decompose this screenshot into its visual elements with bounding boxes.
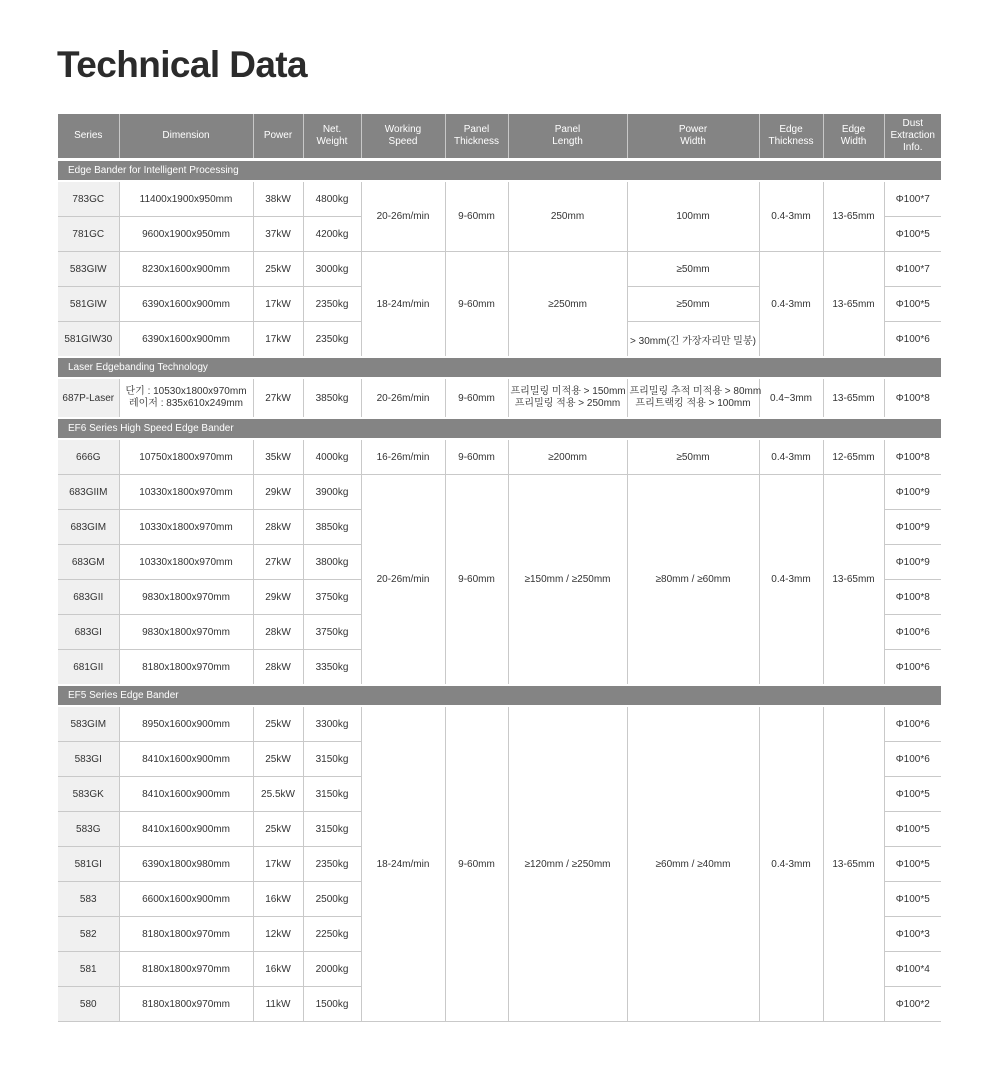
series-cell: 581: [58, 952, 119, 987]
section-title: Edge Bander for Intelligent Processing: [58, 160, 941, 182]
dust-extraction-cell: Φ100*2: [884, 987, 941, 1022]
power-width-cell: ≥50mm: [627, 287, 759, 322]
dimension-cell: 6390x1800x980mm: [119, 847, 253, 882]
panel-length-cell: ≥120mm / ≥250mm: [508, 706, 627, 1022]
dimension-cell: 8410x1600x900mm: [119, 777, 253, 812]
dimension-cell: 8180x1800x970mm: [119, 952, 253, 987]
working-speed-cell: 16-26m/min: [361, 439, 445, 475]
dimension-cell: 8180x1800x970mm: [119, 917, 253, 952]
series-cell: 583GIW: [58, 252, 119, 287]
series-cell: 683GIM: [58, 510, 119, 545]
power-cell: 17kW: [253, 847, 303, 882]
column-header-panel-length: Panel Length: [508, 114, 627, 160]
column-header-panel-thickness: Panel Thickness: [445, 114, 508, 160]
table-row: [58, 475, 941, 510]
weight-cell: 1500kg: [303, 987, 361, 1022]
weight-cell: 3150kg: [303, 812, 361, 847]
section-header-row: [58, 418, 941, 439]
weight-cell: 3150kg: [303, 742, 361, 777]
series-cell: 781GC: [58, 217, 119, 252]
series-cell: 681GII: [58, 650, 119, 686]
power-cell: 38kW: [253, 181, 303, 217]
dimension-cell: 10330x1800x970mm: [119, 510, 253, 545]
dust-extraction-cell: Φ100*6: [884, 742, 941, 777]
working-speed-cell: 18-24m/min: [361, 252, 445, 358]
section-title: EF6 Series High Speed Edge Bander: [58, 418, 941, 439]
power-cell: 27kW: [253, 378, 303, 418]
weight-cell: 3150kg: [303, 777, 361, 812]
dimension-cell: 9830x1800x970mm: [119, 580, 253, 615]
power-cell: 25kW: [253, 812, 303, 847]
power-width-cell: ≥50mm: [627, 439, 759, 475]
dimension-cell: 10750x1800x970mm: [119, 439, 253, 475]
dimension-cell: 8410x1600x900mm: [119, 812, 253, 847]
dimension-cell: 단기 : 10530x1800x970mm 레이저 : 835x610x249mm: [119, 378, 253, 418]
weight-cell: 2350kg: [303, 847, 361, 882]
weight-cell: 3800kg: [303, 545, 361, 580]
power-width-cell: 100mm: [627, 181, 759, 252]
power-cell: 25kW: [253, 252, 303, 287]
section-title: Laser Edgebanding Technology: [58, 357, 941, 378]
panel-thickness-cell: 9-60mm: [445, 252, 508, 358]
edge-thickness-cell: 0.4-3mm: [759, 439, 823, 475]
panel-thickness-cell: 9-60mm: [445, 181, 508, 252]
power-cell: 28kW: [253, 650, 303, 686]
column-header-working-speed: Working Speed: [361, 114, 445, 160]
edge-width-cell: 13-65mm: [823, 252, 884, 358]
edge-thickness-cell: 0.4-3mm: [759, 181, 823, 252]
column-header-edge-width: Edge Width: [823, 114, 884, 160]
dust-extraction-cell: Φ100*5: [884, 287, 941, 322]
column-header-power: Power: [253, 114, 303, 160]
dimension-cell: 9600x1900x950mm: [119, 217, 253, 252]
weight-cell: 2250kg: [303, 917, 361, 952]
table-row: [58, 252, 941, 287]
dimension-cell: 10330x1800x970mm: [119, 545, 253, 580]
power-width-cell: ≥50mm: [627, 252, 759, 287]
dust-extraction-cell: Φ100*8: [884, 439, 941, 475]
series-cell: 580: [58, 987, 119, 1022]
dimension-cell: 6390x1600x900mm: [119, 287, 253, 322]
power-cell: 17kW: [253, 322, 303, 358]
table-row: [58, 706, 941, 742]
table-row: [58, 181, 941, 217]
weight-cell: 3850kg: [303, 510, 361, 545]
dimension-cell: 8180x1800x970mm: [119, 650, 253, 686]
series-cell: 783GC: [58, 181, 119, 217]
dimension-cell: 6390x1600x900mm: [119, 322, 253, 358]
dust-extraction-cell: Φ100*5: [884, 847, 941, 882]
page-title: Technical Data: [57, 44, 308, 85]
power-cell: 37kW: [253, 217, 303, 252]
weight-cell: 4200kg: [303, 217, 361, 252]
dimension-cell: 10330x1800x970mm: [119, 475, 253, 510]
dust-extraction-cell: Φ100*9: [884, 510, 941, 545]
dust-extraction-cell: Φ100*5: [884, 217, 941, 252]
power-cell: 27kW: [253, 545, 303, 580]
power-cell: 16kW: [253, 952, 303, 987]
power-cell: 25kW: [253, 706, 303, 742]
power-cell: 25.5kW: [253, 777, 303, 812]
series-cell: 581GI: [58, 847, 119, 882]
table-row: [58, 439, 941, 475]
dust-extraction-cell: Φ100*8: [884, 378, 941, 418]
power-cell: 11kW: [253, 987, 303, 1022]
series-cell: 683GIIM: [58, 475, 119, 510]
power-cell: 29kW: [253, 580, 303, 615]
dust-extraction-cell: Φ100*6: [884, 615, 941, 650]
series-cell: 683GM: [58, 545, 119, 580]
dust-extraction-cell: Φ100*4: [884, 952, 941, 987]
panel-thickness-cell: 9-60mm: [445, 439, 508, 475]
edge-width-cell: 12-65mm: [823, 439, 884, 475]
panel-thickness-cell: 9-60mm: [445, 378, 508, 418]
column-header-net-weight: Net. Weight: [303, 114, 361, 160]
dimension-cell: 8950x1600x900mm: [119, 706, 253, 742]
weight-cell: 3750kg: [303, 580, 361, 615]
column-header-dimension: Dimension: [119, 114, 253, 160]
weight-cell: 2000kg: [303, 952, 361, 987]
edge-thickness-cell: 0.4-3mm: [759, 706, 823, 1022]
working-speed-cell: 20-26m/min: [361, 181, 445, 252]
dust-extraction-cell: Φ100*3: [884, 917, 941, 952]
panel-thickness-cell: 9-60mm: [445, 706, 508, 1022]
series-cell: 666G: [58, 439, 119, 475]
header-row: [58, 114, 941, 160]
dust-extraction-cell: Φ100*9: [884, 545, 941, 580]
technical-data-table: [58, 114, 941, 1022]
power-cell: 25kW: [253, 742, 303, 777]
table-body: [58, 160, 941, 1022]
edge-width-cell: 13-65mm: [823, 706, 884, 1022]
panel-length-cell: 프리밀링 미적용 > 150mm 프리밀링 적용 > 250mm: [508, 378, 627, 418]
weight-cell: 2350kg: [303, 287, 361, 322]
dimension-cell: 8180x1800x970mm: [119, 987, 253, 1022]
section-title: EF5 Series Edge Bander: [58, 685, 941, 706]
edge-width-cell: 13-65mm: [823, 181, 884, 252]
dust-extraction-cell: Φ100*6: [884, 706, 941, 742]
dimension-cell: 11400x1900x950mm: [119, 181, 253, 217]
working-speed-cell: 20-26m/min: [361, 378, 445, 418]
weight-cell: 3300kg: [303, 706, 361, 742]
dust-extraction-cell: Φ100*6: [884, 322, 941, 358]
weight-cell: 3850kg: [303, 378, 361, 418]
section-header-row: [58, 357, 941, 378]
working-speed-cell: 18-24m/min: [361, 706, 445, 1022]
series-cell: 583GK: [58, 777, 119, 812]
panel-length-cell: ≥200mm: [508, 439, 627, 475]
power-cell: 16kW: [253, 882, 303, 917]
weight-cell: 3350kg: [303, 650, 361, 686]
power-width-cell: ≥60mm / ≥40mm: [627, 706, 759, 1022]
dust-extraction-cell: Φ100*5: [884, 882, 941, 917]
series-cell: 687P-Laser: [58, 378, 119, 418]
series-cell: 583GIM: [58, 706, 119, 742]
dimension-cell: 8230x1600x900mm: [119, 252, 253, 287]
dust-extraction-cell: Φ100*9: [884, 475, 941, 510]
series-cell: 683GI: [58, 615, 119, 650]
series-cell: 583GI: [58, 742, 119, 777]
panel-length-cell: ≥250mm: [508, 252, 627, 358]
power-cell: 29kW: [253, 475, 303, 510]
weight-cell: 3000kg: [303, 252, 361, 287]
edge-thickness-cell: 0.4-3mm: [759, 252, 823, 358]
edge-width-cell: 13-65mm: [823, 378, 884, 418]
dimension-cell: 6600x1600x900mm: [119, 882, 253, 917]
power-cell: 28kW: [253, 615, 303, 650]
panel-length-cell: 250mm: [508, 181, 627, 252]
weight-cell: 3750kg: [303, 615, 361, 650]
weight-cell: 3900kg: [303, 475, 361, 510]
weight-cell: 4800kg: [303, 181, 361, 217]
weight-cell: 4000kg: [303, 439, 361, 475]
power-width-cell: ≥80mm / ≥60mm: [627, 475, 759, 686]
dimension-cell: 8410x1600x900mm: [119, 742, 253, 777]
series-cell: 583G: [58, 812, 119, 847]
power-cell: 17kW: [253, 287, 303, 322]
column-header-edge-thickness: Edge Thickness: [759, 114, 823, 160]
section-header-row: [58, 160, 941, 182]
section-header-row: [58, 685, 941, 706]
power-cell: 12kW: [253, 917, 303, 952]
dimension-cell: 9830x1800x970mm: [119, 615, 253, 650]
edge-width-cell: 13-65mm: [823, 475, 884, 686]
series-cell: 581GIW30: [58, 322, 119, 358]
series-cell: 683GII: [58, 580, 119, 615]
edge-thickness-cell: 0.4~3mm: [759, 378, 823, 418]
power-cell: 35kW: [253, 439, 303, 475]
power-width-cell: > 30mm(긴 가장자리만 밀봉): [627, 322, 759, 358]
series-cell: 583: [58, 882, 119, 917]
series-cell: 582: [58, 917, 119, 952]
column-header-series: Series: [58, 114, 119, 160]
panel-length-cell: ≥150mm / ≥250mm: [508, 475, 627, 686]
dust-extraction-cell: Φ100*5: [884, 777, 941, 812]
table-row: [58, 378, 941, 418]
weight-cell: 2350kg: [303, 322, 361, 358]
dust-extraction-cell: Φ100*6: [884, 650, 941, 686]
power-width-cell: 프리밀링 추적 미적용 > 80mm 프리트랙킹 적용 > 100mm: [627, 378, 759, 418]
power-cell: 28kW: [253, 510, 303, 545]
column-header-dust-extraction: Dust Extraction Info.: [884, 114, 941, 160]
dust-extraction-cell: Φ100*5: [884, 812, 941, 847]
weight-cell: 2500kg: [303, 882, 361, 917]
series-cell: 581GIW: [58, 287, 119, 322]
edge-thickness-cell: 0.4-3mm: [759, 475, 823, 686]
working-speed-cell: 20-26m/min: [361, 475, 445, 686]
dust-extraction-cell: Φ100*7: [884, 252, 941, 287]
panel-thickness-cell: 9-60mm: [445, 475, 508, 686]
column-header-power-width: Power Width: [627, 114, 759, 160]
dust-extraction-cell: Φ100*8: [884, 580, 941, 615]
dust-extraction-cell: Φ100*7: [884, 181, 941, 217]
